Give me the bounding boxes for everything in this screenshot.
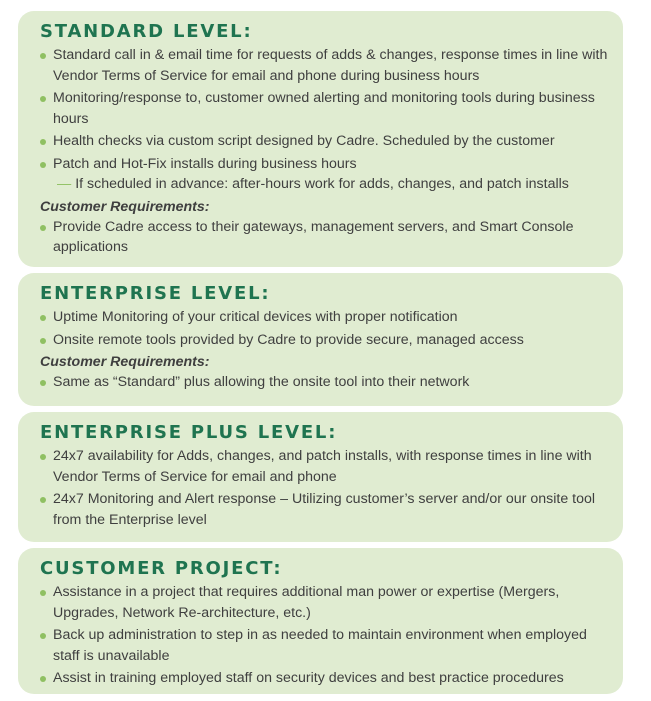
bullet-icon xyxy=(40,162,46,168)
bullet-icon xyxy=(40,590,46,596)
dash-icon: — xyxy=(57,176,72,192)
enterprise-level-panel xyxy=(18,273,623,406)
sub-list-item-text: If scheduled in advance: after-hours work for adds, changes, and patch installs xyxy=(75,176,569,192)
list-item xyxy=(40,582,609,623)
list-item-text: Same as “Standard” plus allowing the onsite tool into their network xyxy=(53,374,470,390)
bullet-icon xyxy=(40,225,46,231)
list-item-text: Patch and Hot-Fix installs during business hours xyxy=(53,155,357,172)
enterprise-level-list xyxy=(40,307,609,350)
customer-requirements-label: Customer Requirements: xyxy=(40,354,210,370)
enterprise-level-heading: ENTERPRISE LEVEL: xyxy=(40,283,271,304)
list-item xyxy=(40,88,609,129)
list-item xyxy=(40,372,609,393)
list-item xyxy=(40,446,609,487)
bullet-icon xyxy=(40,53,46,59)
list-item-text: Monitoring/response to, customer owned alerting and monitoring tools during business hours xyxy=(53,90,595,127)
list-item-text: Uptime Monitoring of your critical devices with proper notification xyxy=(53,309,458,325)
list-item xyxy=(40,217,609,258)
list-item-text: Health checks via custom script designed by Cadre. Scheduled by the customer xyxy=(53,133,555,149)
bullet-icon xyxy=(40,338,46,344)
list-item xyxy=(40,668,609,689)
list-item-text: Back up administration to step in as needed to maintain environment when employed staff is unavailable xyxy=(53,627,587,664)
list-item xyxy=(40,131,609,152)
customer-project-panel xyxy=(18,548,623,694)
enterprise-requirements-list xyxy=(40,372,609,393)
list-item xyxy=(40,45,609,86)
bullet-icon xyxy=(40,315,46,321)
list-item xyxy=(40,625,609,666)
bullet-icon xyxy=(40,96,46,102)
list-item xyxy=(40,307,609,328)
bullet-icon xyxy=(40,139,46,145)
bullet-icon xyxy=(40,380,46,386)
customer-project-list xyxy=(40,582,609,689)
standard-level-heading: STANDARD LEVEL: xyxy=(40,21,253,42)
standard-requirements-list xyxy=(40,217,609,258)
list-item-text: 24x7 Monitoring and Alert response – Utilizing customer’s server and/or our onsite tool from the Enterprise level xyxy=(53,491,596,528)
list-item-text: 24x7 availability for Adds, changes, and patch installs, with response times in line with Vendor Terms of Service for email and phone xyxy=(53,448,592,485)
sub-list-item xyxy=(53,174,609,195)
enterprise-plus-level-list xyxy=(40,446,609,530)
customer-project-heading: CUSTOMER PROJECT: xyxy=(40,558,283,579)
list-item xyxy=(40,330,609,351)
bullet-icon xyxy=(40,676,46,682)
bullet-icon xyxy=(40,633,46,639)
list-item xyxy=(40,489,609,530)
standard-level-list xyxy=(40,45,609,195)
list-item-text: Standard call in & email time for requests of adds & changes, response times in line with Vendor Terms of Service for email and phone during business hours xyxy=(53,47,608,84)
customer-requirements-label: Customer Requirements: xyxy=(40,198,210,215)
list-item-text: Provide Cadre access to their gateways, management servers, and Smart Console applications xyxy=(53,218,574,255)
list-item-text: Assistance in a project that requires additional man power or expertise (Mergers, Upgrades, Network Re-architecture, etc.) xyxy=(53,584,560,621)
list-item-text: Onsite remote tools provided by Cadre to provide secure, managed access xyxy=(53,331,524,348)
enterprise-plus-level-heading: ENTERPRISE PLUS LEVEL: xyxy=(40,422,338,443)
standard-level-panel xyxy=(18,11,623,267)
bullet-icon xyxy=(40,454,46,460)
enterprise-plus-level-panel xyxy=(18,412,623,542)
list-item-text: Assist in training employed staff on security devices and best practice procedures xyxy=(53,670,564,686)
list-item xyxy=(40,154,609,195)
bullet-icon xyxy=(40,497,46,503)
